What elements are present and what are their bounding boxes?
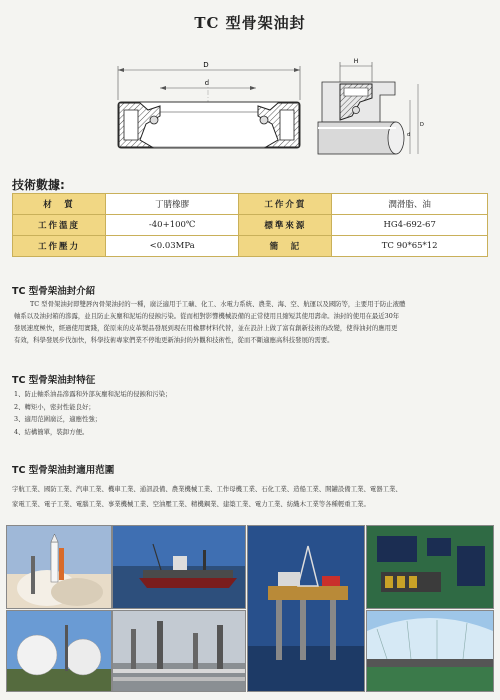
- spec-value: <0.03MPa: [106, 236, 239, 257]
- intro-paragraph: [14, 298, 492, 346]
- spec-label: 標準來源: [239, 215, 332, 236]
- dimension-d-outer-label: D: [203, 61, 209, 69]
- features-title: TC 型骨架油封特征: [12, 375, 96, 386]
- side-dimension-d-label: d: [407, 132, 411, 138]
- seal-side-view: [318, 58, 424, 154]
- scope-line: 宇航工業、國防工業、汽車工業、機車工業、通訊設備、農業機械工業、工作母機工業、石化工業、造船工業、開罐設備工業、電器工業、: [12, 485, 402, 493]
- gas-storage-spheres-photo: [6, 610, 112, 692]
- intro-line: 軸系以及油封箱的滲露，並且防止灰塵和泥垢的侵蝕污染。從而相對影響機械設備的正常使用且縮短其使用壽命。油封的使用在最近30年: [14, 312, 400, 320]
- spec-table: [12, 193, 488, 257]
- spec-value: TC 90*65*12: [332, 236, 488, 257]
- refinery-pipes-photo: [112, 610, 246, 692]
- seal-cross-section: [118, 61, 300, 150]
- list-item: 1、防止軸系油品滲露和外部灰塵和泥垢的侵蝕和污染；: [14, 390, 172, 398]
- side-dimension-D-label: D: [420, 122, 424, 128]
- spec-value: 丁腈橡膠: [106, 194, 239, 215]
- page-title: TC 型骨架油封: [194, 14, 306, 32]
- intro-line: 有效，科學發展步伐加快，科學技術專家們業不停地更新油封的外觀和技術性，從而不斷適應高科技發展的需要。: [14, 336, 334, 344]
- list-item: 3、適用范圍廣泛，適應性強；: [14, 415, 102, 423]
- intro-line: 發展速度極快，經過使用實踐，從原來的皮革製品發展到現在用橡膠材料代替，並在設計上做了富有創新技術的改變，使得油封的應用更: [14, 324, 398, 332]
- intro-line: TC 型骨架油封即雙唇內骨架油封的一種，廣泛適用于工礦、化工、水電力系統、農業、海、空、航運以及國防等，主要用于防止液體: [30, 300, 406, 308]
- seal-technical-drawing: [0, 40, 500, 170]
- scope-line: 家電工業、電子工業、電腦工業、事業機械工業、空油壓工業、精機鋼業、建築工業、電力工業、紡織木工業等各種輕重工業。: [12, 500, 370, 508]
- dimension-h-label: H: [353, 58, 359, 65]
- scope-paragraph: [12, 482, 492, 512]
- spec-value: HG4-692-67: [332, 215, 488, 236]
- circuit-board-photo: [366, 525, 494, 609]
- list-item: 4、結構簡單，裝卸方便。: [14, 427, 89, 436]
- spec-value: -40+100℃: [106, 215, 239, 236]
- dimension-d-inner-label: d: [204, 79, 210, 87]
- rocket-launch-photo: [6, 525, 112, 609]
- table-row: [13, 194, 488, 215]
- stadium-roof-photo: [366, 610, 494, 692]
- spec-label: 材 質: [13, 194, 106, 215]
- specs-heading: 技術數據:: [12, 178, 65, 192]
- spec-label: 工作介質: [239, 194, 332, 215]
- cargo-ship-photo: [112, 525, 246, 609]
- spec-label: 簡 記: [239, 236, 332, 257]
- oil-platform-photo: [247, 525, 365, 692]
- spec-label: 工作溫度: [13, 215, 106, 236]
- table-row: [13, 236, 488, 257]
- intro-title: TC 型骨架油封介紹: [12, 286, 96, 297]
- spec-label: 工作壓力: [13, 236, 106, 257]
- scope-title: TC 型骨架油封適用范圍: [12, 465, 115, 476]
- spec-value: 潤滑脂、油: [332, 194, 488, 215]
- list-item: 2、轉矩小，密封性能良好；: [14, 402, 95, 411]
- table-row: [13, 215, 488, 236]
- features-list: [14, 388, 484, 438]
